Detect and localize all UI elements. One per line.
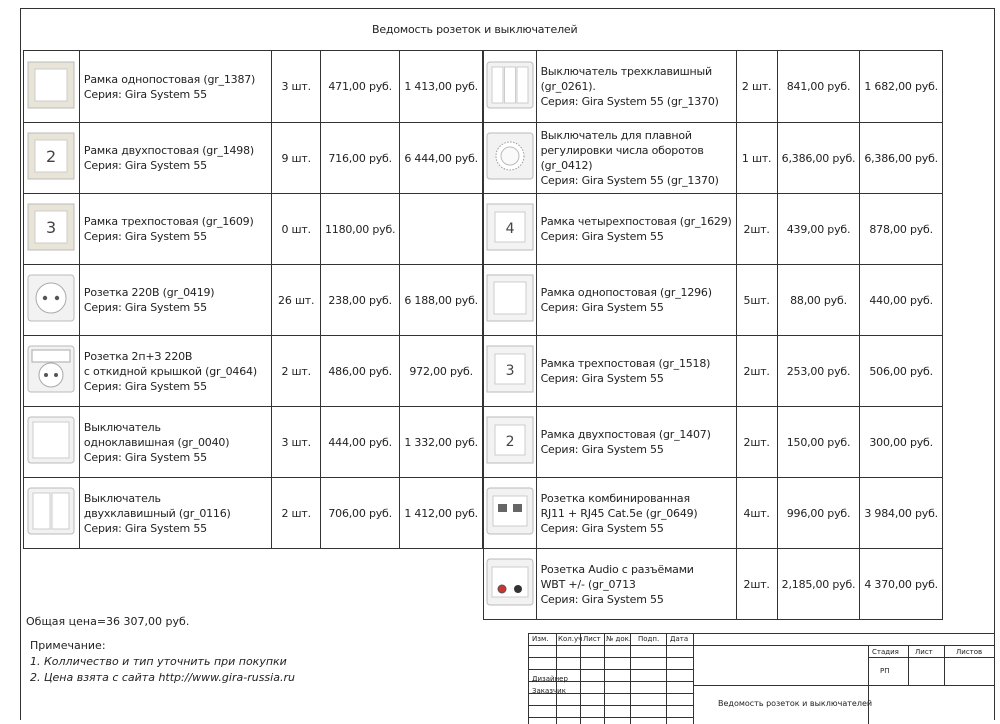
product-description bbox=[536, 549, 736, 620]
product-qty: 5шт. bbox=[736, 265, 777, 336]
product-description bbox=[79, 336, 272, 407]
right_rows-row bbox=[484, 407, 943, 478]
right_rows-row bbox=[484, 336, 943, 407]
description-line: Рамка однопостовая (gr_1387) bbox=[83, 72, 256, 86]
description-line: Рамка двухпостовая (gr_1498) bbox=[83, 144, 254, 157]
product-image-cell bbox=[484, 336, 537, 407]
product-image-cell bbox=[484, 194, 537, 265]
product-price: 841,00 руб. bbox=[777, 51, 860, 123]
product-qty: 2 шт. bbox=[736, 51, 777, 123]
frame-1w-icon bbox=[485, 273, 535, 323]
product-image-cell bbox=[24, 407, 80, 478]
frame-3-icon bbox=[26, 202, 76, 252]
product-price: 996,00 руб. bbox=[777, 478, 860, 549]
description-line: Розетка Audio с разъёмами bbox=[540, 562, 694, 576]
description-line: WBT +/- (gr_0713 bbox=[540, 577, 636, 591]
product-qty: 2шт. bbox=[736, 407, 777, 478]
description-line: Розетка 220В (gr_0419) bbox=[83, 286, 215, 299]
product-qty: 0 шт. bbox=[272, 194, 321, 265]
description-line: Серия: Gira System 55 bbox=[83, 87, 207, 101]
product-qty: 3 шт. bbox=[272, 51, 321, 123]
description-line: Серия: Gira System 55 bbox=[540, 592, 664, 606]
tb-col-list: Лист bbox=[583, 635, 601, 643]
product-image-cell bbox=[24, 123, 80, 194]
product-sum: 440,00 руб. bbox=[860, 265, 943, 336]
product-sum: 3 984,00 руб. bbox=[860, 478, 943, 549]
note-item-1: 1. Колличество и тип уточнить при покупки bbox=[30, 655, 287, 668]
right_rows-row bbox=[484, 123, 943, 194]
product-price: 253,00 руб. bbox=[777, 336, 860, 407]
note-item-2: 2. Цена взята с сайта http://www.gira-russia.ru bbox=[30, 671, 295, 684]
svg-text:2: 2 bbox=[505, 434, 515, 450]
product-description bbox=[536, 194, 736, 265]
notes bbox=[30, 638, 295, 686]
product-sum: 6 188,00 руб. bbox=[400, 265, 483, 336]
product-description bbox=[536, 51, 736, 123]
tb-col-doc: № док. bbox=[606, 635, 632, 643]
product-price: 706,00 руб. bbox=[320, 478, 399, 549]
product-qty: 26 шт. bbox=[272, 265, 321, 336]
product-sum: 1 412,00 руб. bbox=[400, 478, 483, 549]
product-price: 486,00 руб. bbox=[320, 336, 399, 407]
description-line: Розетка комбинированная bbox=[540, 491, 690, 505]
description-line: Выключатель bbox=[83, 491, 161, 505]
tb-col-kolvo: Кол.уч bbox=[558, 635, 583, 643]
description-line: Рамка однопостовая (gr_1296) bbox=[540, 286, 712, 299]
tb-stage-header: Стадия bbox=[872, 648, 899, 656]
description-line: Серия: Gira System 55 (gr_1370) bbox=[540, 95, 719, 108]
description-line: двухклавишный (gr_0116) bbox=[83, 506, 231, 520]
tb-col-izm: Изм. bbox=[532, 635, 549, 643]
product-sum: 6 444,00 руб. bbox=[400, 123, 483, 194]
right_rows-row bbox=[484, 549, 943, 620]
svg-text:3: 3 bbox=[505, 363, 515, 379]
product-description bbox=[536, 407, 736, 478]
product-price: 6,386,00 руб. bbox=[777, 123, 860, 194]
socket-lid-icon bbox=[26, 344, 76, 394]
product-description bbox=[79, 51, 272, 123]
product-description bbox=[536, 123, 736, 194]
left_rows-row bbox=[24, 336, 483, 407]
left_rows-row bbox=[24, 407, 483, 478]
description-line: Выключатель для плавной bbox=[540, 129, 692, 142]
frame-1-icon bbox=[26, 60, 76, 110]
left_rows-row bbox=[24, 194, 483, 265]
tb-designer: Дизайнер bbox=[532, 675, 568, 683]
product-price: 150,00 руб. bbox=[777, 407, 860, 478]
product-description bbox=[536, 336, 736, 407]
title-block bbox=[528, 633, 995, 724]
description-line: Серия: Gira System 55 bbox=[540, 230, 664, 243]
product-qty: 2шт. bbox=[736, 336, 777, 407]
product-image-cell bbox=[484, 123, 537, 194]
frame-3w-icon bbox=[485, 344, 535, 394]
description-line: с откидной крышкой (gr_0464) bbox=[83, 364, 257, 378]
svg-text:2: 2 bbox=[46, 147, 57, 166]
description-line: (gr_0412) bbox=[540, 159, 593, 172]
data-socket-icon bbox=[485, 486, 535, 536]
product-sum: 878,00 руб. bbox=[860, 194, 943, 265]
product-image-cell bbox=[484, 478, 537, 549]
product-description bbox=[536, 478, 736, 549]
right_rows-row bbox=[484, 265, 943, 336]
product-price: 439,00 руб. bbox=[777, 194, 860, 265]
product-qty: 3 шт. bbox=[272, 407, 321, 478]
tb-sheets-header: Листов bbox=[956, 648, 983, 656]
tb-col-podp: Подп. bbox=[638, 635, 660, 643]
product-description bbox=[536, 265, 736, 336]
product-qty: 1 шт. bbox=[736, 123, 777, 194]
description-line: (gr_0261). bbox=[540, 80, 596, 93]
product-price: 238,00 руб. bbox=[320, 265, 399, 336]
page-title: Ведомость розеток и выключателей bbox=[372, 23, 578, 36]
right-spec-table bbox=[483, 50, 943, 620]
right_rows-row bbox=[484, 194, 943, 265]
product-qty: 9 шт. bbox=[272, 123, 321, 194]
product-image-cell bbox=[24, 265, 80, 336]
left-spec-table bbox=[23, 50, 483, 549]
product-image-cell bbox=[484, 265, 537, 336]
product-qty: 2шт. bbox=[736, 194, 777, 265]
socket-icon bbox=[26, 273, 76, 323]
product-price: 471,00 руб. bbox=[320, 51, 399, 123]
right_rows-row bbox=[484, 51, 943, 123]
tb-sheet-header: Лист bbox=[915, 648, 933, 656]
description-line: Серия: Gira System 55 bbox=[83, 301, 207, 314]
description-line: Серия: Gira System 55 bbox=[83, 450, 207, 464]
description-line: Серия: Gira System 55 bbox=[540, 301, 664, 314]
product-price: 88,00 руб. bbox=[777, 265, 860, 336]
dimmer-icon bbox=[485, 131, 535, 181]
product-qty: 4шт. bbox=[736, 478, 777, 549]
total-price: Общая цена=36 307,00 руб. bbox=[26, 615, 190, 628]
description-line: Серия: Gira System 55 bbox=[83, 521, 207, 535]
left_rows-row bbox=[24, 265, 483, 336]
product-sum: 4 370,00 руб. bbox=[860, 549, 943, 620]
frame-2w-icon bbox=[485, 415, 535, 465]
product-price: 444,00 руб. bbox=[320, 407, 399, 478]
description-line: одноклавишная (gr_0040) bbox=[83, 435, 230, 449]
frame-2-icon bbox=[26, 131, 76, 181]
product-qty: 2 шт. bbox=[272, 336, 321, 407]
switch-2-icon bbox=[26, 486, 76, 536]
description-line: Выключатель bbox=[83, 420, 161, 434]
product-price: 2,185,00 руб. bbox=[777, 549, 860, 620]
right_rows-row bbox=[484, 478, 943, 549]
product-description bbox=[79, 265, 272, 336]
product-image-cell bbox=[24, 478, 80, 549]
switch-1-icon bbox=[26, 415, 76, 465]
product-description bbox=[79, 407, 272, 478]
product-image-cell bbox=[24, 336, 80, 407]
description-line: Рамка трехпостовая (gr_1518) bbox=[540, 357, 711, 370]
product-qty: 2 шт. bbox=[272, 478, 321, 549]
description-line: Розетка 2п+З 220В bbox=[83, 349, 193, 363]
notes-heading: Примечание: bbox=[30, 639, 106, 652]
product-sum: 300,00 руб. bbox=[860, 407, 943, 478]
description-line: Серия: Gira System 55 (gr_1370) bbox=[540, 174, 719, 187]
description-line: Выключатель трехклавишный bbox=[540, 65, 712, 78]
description-line: RJ11 + RJ45 Cat.5e (gr_0649) bbox=[540, 506, 698, 520]
product-description bbox=[79, 194, 272, 265]
description-line: Серия: Gira System 55 bbox=[83, 159, 207, 172]
product-qty: 2шт. bbox=[736, 549, 777, 620]
product-price: 1180,00 руб. bbox=[320, 194, 399, 265]
product-image-cell bbox=[24, 194, 80, 265]
description-line: Серия: Gira System 55 bbox=[540, 443, 664, 456]
tb-stage-value: РП bbox=[880, 667, 890, 675]
description-line: Рамка двухпостовая (gr_1407) bbox=[540, 428, 711, 441]
description-line: Рамка трехпостовая (gr_1609) bbox=[83, 215, 254, 228]
product-image-cell bbox=[484, 549, 537, 620]
audio-socket-icon bbox=[485, 557, 535, 607]
description-line: Серия: Gira System 55 bbox=[540, 372, 664, 385]
left_rows-row bbox=[24, 478, 483, 549]
description-line: Серия: Gira System 55 bbox=[540, 521, 664, 535]
tb-customer: Заказчик bbox=[532, 687, 566, 695]
product-image-cell bbox=[24, 51, 80, 123]
frame-4-icon bbox=[485, 202, 535, 252]
product-description bbox=[79, 478, 272, 549]
left_rows-row bbox=[24, 123, 483, 194]
svg-text:3: 3 bbox=[46, 218, 57, 237]
description-line: Рамка четырехпостовая (gr_1629) bbox=[540, 215, 732, 228]
tb-document-name: Ведомость розеток и выключателей bbox=[718, 699, 873, 708]
product-sum bbox=[400, 194, 483, 265]
description-line: регулировки числа оборотов bbox=[540, 144, 704, 157]
product-image-cell bbox=[484, 51, 537, 123]
product-price: 716,00 руб. bbox=[320, 123, 399, 194]
product-description bbox=[79, 123, 272, 194]
switch-3-icon bbox=[485, 60, 535, 110]
description-line: Серия: Gira System 55 bbox=[83, 379, 207, 393]
description-line: Серия: Gira System 55 bbox=[83, 230, 207, 243]
left_rows-row bbox=[24, 51, 483, 123]
svg-text:4: 4 bbox=[505, 221, 515, 237]
product-sum: 1 682,00 руб. bbox=[860, 51, 943, 123]
product-sum: 6,386,00 руб. bbox=[860, 123, 943, 194]
product-sum: 1 332,00 руб. bbox=[400, 407, 483, 478]
product-sum: 1 413,00 руб. bbox=[400, 51, 483, 123]
product-sum: 972,00 руб. bbox=[400, 336, 483, 407]
tb-col-data: Дата bbox=[670, 635, 689, 643]
product-image-cell bbox=[484, 407, 537, 478]
product-sum: 506,00 руб. bbox=[860, 336, 943, 407]
